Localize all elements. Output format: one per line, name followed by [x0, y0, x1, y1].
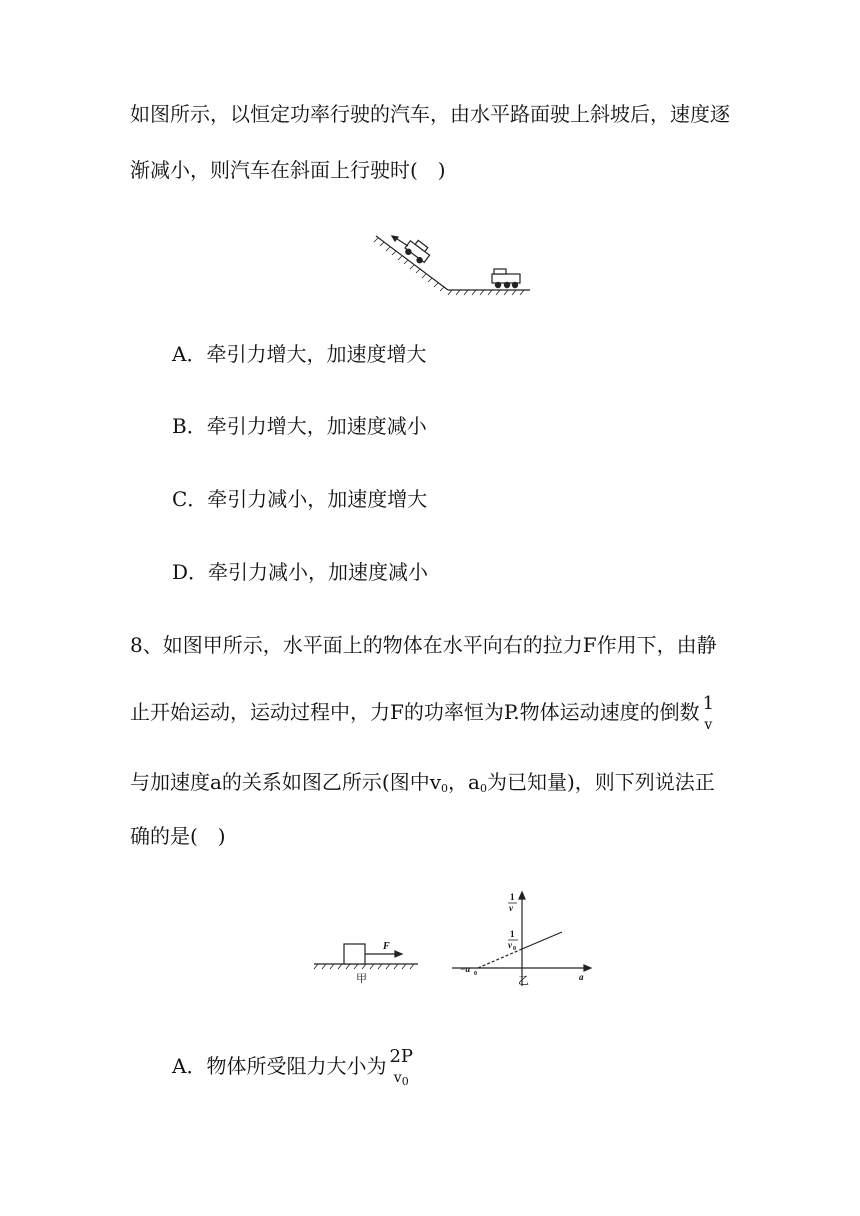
neg-a0-sub: 0 [474, 971, 477, 977]
a0-subscript: 0 [479, 782, 487, 795]
q8-stem-line-3 [130, 768, 715, 803]
q8-stem-line-2 [130, 695, 715, 732]
x-axis-label: a [579, 972, 584, 982]
fraction-numerator: 1 [702, 693, 715, 714]
q7-option-d: D．牵引力减小，加速度减小 [172, 560, 429, 584]
v0-label-num: 1 [510, 929, 515, 939]
x-axis-arrow [584, 965, 591, 971]
q8-option-a [172, 1048, 414, 1087]
figure-yi [448, 888, 594, 992]
force-label: F [383, 941, 390, 952]
car-on-slope-figure [368, 228, 538, 298]
v0-label-sub: 0 [513, 946, 516, 952]
q7-stem-line-2: 渐减小，则汽车在斜面上行驶时( ) [130, 158, 446, 182]
reciprocal-velocity-fraction [702, 695, 715, 732]
fraction-denominator: v [704, 717, 713, 733]
q8-line3-part-c: 为已知量)，则下列说法正 [486, 770, 715, 794]
fraction-denominator [388, 1068, 414, 1087]
q8-option-a-text: A．物体所受阻力大小为 [172, 1054, 387, 1078]
fraction-numerator: 2P [389, 1046, 414, 1067]
graph-line [522, 932, 562, 949]
neg-a0-label: −a [460, 964, 470, 974]
jia-ground-hatch [314, 964, 414, 969]
q8-stem-line-4: 确的是( ) [130, 824, 226, 848]
q8-line3-part-b: ，a [448, 770, 480, 794]
jia-label: 甲 [356, 972, 367, 985]
block [344, 944, 365, 964]
v0-label-den: v [508, 940, 512, 950]
car-on-ground [492, 269, 520, 288]
q7-option-b: B．牵引力增大，加速度减小 [172, 414, 427, 438]
y-axis-arrow [519, 892, 525, 899]
y-axis-label-num: 1 [510, 892, 515, 902]
force-arrow-head [395, 951, 402, 957]
fraction-den-sub: 0 [401, 1075, 409, 1088]
yi-label: 乙 [518, 974, 529, 987]
q7-option-c: C．牵引力减小，加速度增大 [172, 487, 428, 511]
fraction-den-letter: v [393, 1070, 402, 1086]
q7-stem-line-1: 如图所示，以恒定功率行驶的汽车，由水平路面驶上斜坡后，速度逐 [130, 102, 730, 126]
v0-subscript: 0 [441, 782, 449, 795]
figure-jia [310, 930, 422, 990]
q7-option-a: A．牵引力增大，加速度增大 [172, 342, 427, 366]
q8-stem-line-2-text: 止开始运动，运动过程中，力F的功率恒为P.物体运动速度的倒数 [130, 700, 700, 724]
q8-line3-part-a: 与加速度a的关系如图乙所示(图中v [130, 770, 442, 794]
ground-hatch [448, 290, 524, 295]
drag-force-fraction [388, 1048, 414, 1087]
arrow-head [392, 236, 398, 241]
y-axis-label-den: v [509, 903, 513, 913]
q8-stem-line-1: 8、如图甲所示，水平面上的物体在水平向右的拉力F作用下，由静 [130, 633, 717, 657]
